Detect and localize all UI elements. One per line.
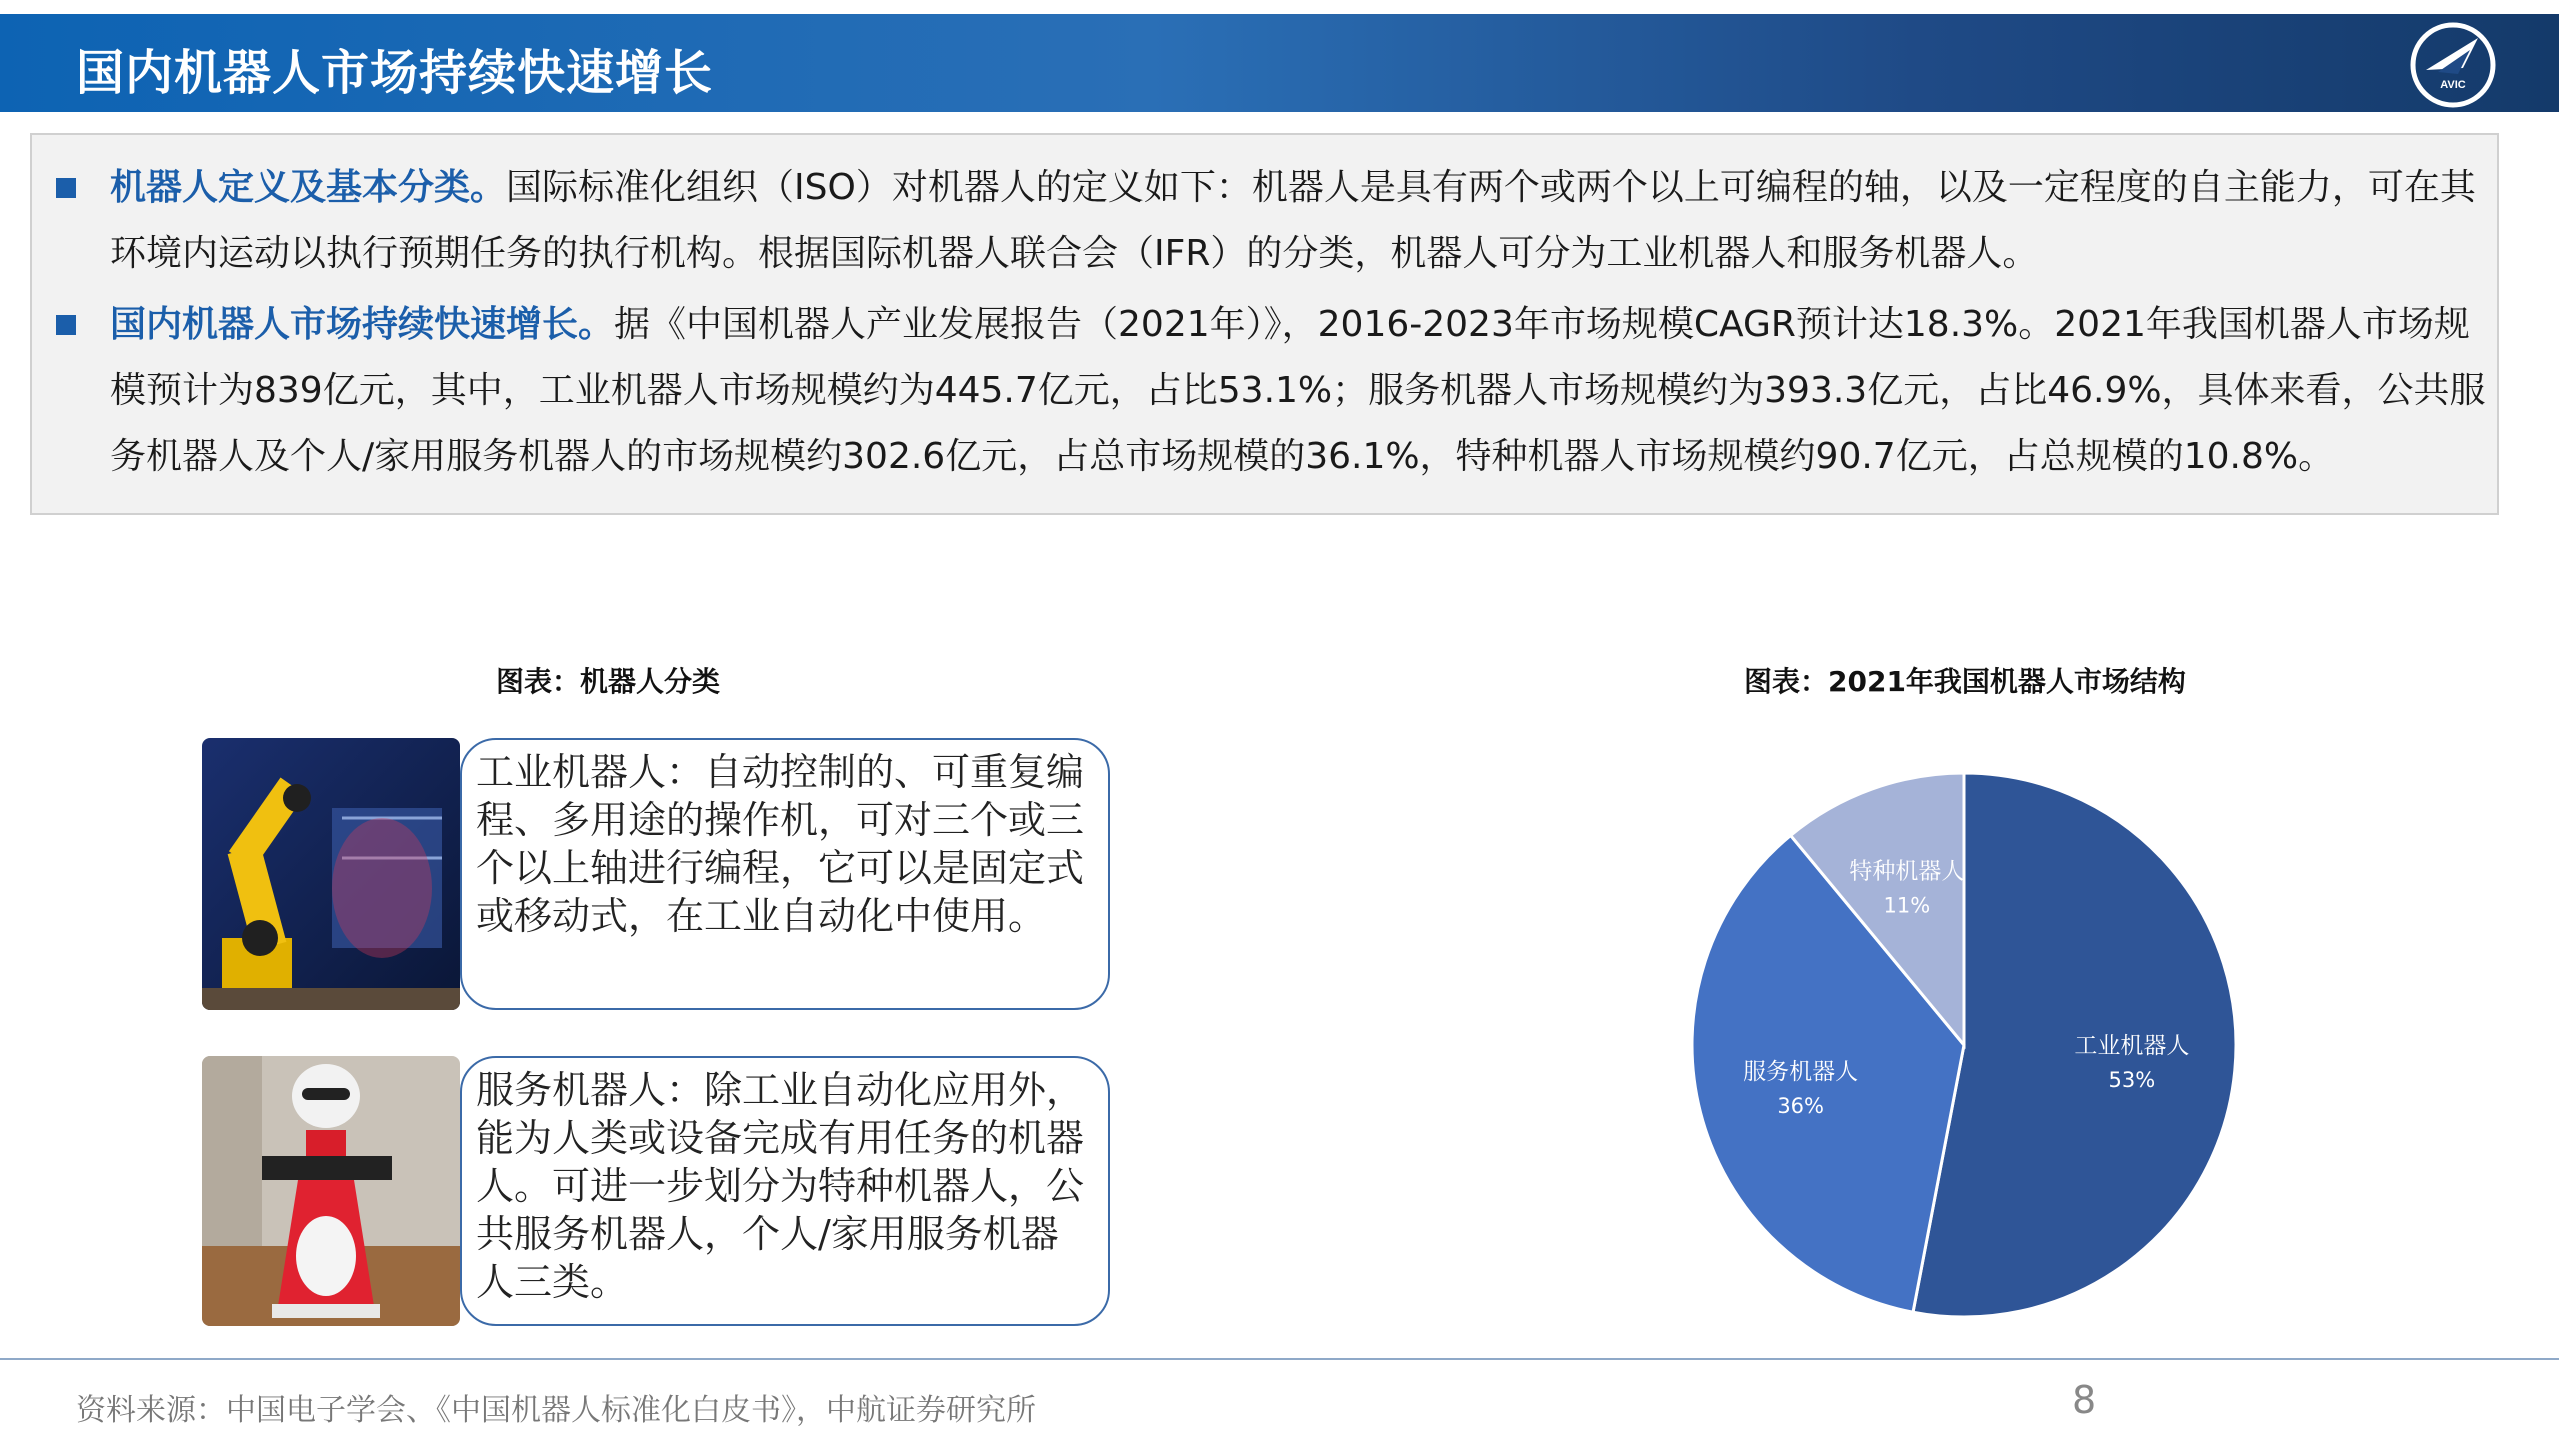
bullet-definition-head: 机器人定义及基本分类。 (110, 167, 507, 208)
summary-box (30, 133, 2499, 515)
bullet-market-head: 国内机器人市场持续快速增长。 (110, 304, 615, 345)
bullet-square-icon (56, 178, 76, 198)
pie-value-label-2: 11% (1883, 893, 1931, 918)
service-robot-callout: 服务机器人：除工业自动化应用外，能为人类或设备完成有用任务的机器人。可进一步划分为特种机器人，公共服务机器人，个人/家用服务机器人三类。 (460, 1056, 1110, 1326)
bullet-market-body: 据《中国机器人产业发展报告（2021年）》，2016-2023年市场规模CAGR预计达18.3%。2021年我国机器人市场规模预计为839亿元，其中，工业机器人市场规模约为445.7亿元，占比53.1%；服务机器人市场规模约为393.3亿元，占比46.9%，具体来看，公共服务机器人及个人/家用服务机器人的市场规模约302.6亿元，占总市场规模的36.1%，特种机器人市场规模约90.7亿元，占总规模的10.8%。 (110, 304, 2486, 477)
pie-label-2: 特种机器人 (1849, 858, 1965, 885)
industrial-robot-photo (202, 738, 460, 1010)
page-title: 国内机器人市场持续快速增长 (76, 45, 714, 101)
avic-logo-icon (2408, 20, 2498, 110)
left-figure-title: 图表：机器人分类 (496, 665, 721, 698)
page-number: 8 (2072, 1378, 2097, 1422)
pie-label-0: 工业机器人 (2074, 1032, 2190, 1059)
pie-label-1: 服务机器人 (1743, 1058, 1859, 1085)
footer-divider (0, 1358, 2559, 1360)
logo-text: AVIC (2440, 79, 2466, 91)
right-figure-title: 图表：2021年我国机器人市场结构 (1744, 665, 2186, 698)
pie-value-label-0: 53% (2108, 1067, 2156, 1092)
industrial-robot-callout: 工业机器人：自动控制的、可重复编程、多用途的操作机，可对三个或三个以上轴进行编程，它可以是固定式或移动式，在工业自动化中使用。 (460, 738, 1110, 1010)
source-note: 资料来源：中国电子学会、《中国机器人标准化白皮书》，中航证券研究所 (76, 1393, 1036, 1428)
bullet-definition (110, 155, 2490, 287)
pie-value-label-1: 36% (1777, 1093, 1825, 1118)
header-bar (0, 14, 2559, 112)
bullet-square-icon (56, 315, 76, 335)
market-structure-pie-chart (1640, 740, 2260, 1340)
service-robot-photo (202, 1056, 460, 1326)
bullet-market (110, 292, 2490, 490)
bullet-definition-body: 国际标准化组织（ISO）对机器人的定义如下：机器人是具有两个或两个以上可编程的轴，以及一定程度的自主能力，可在其环境内运动以执行预期任务的执行机构。根据国际机器人联合会（IFR）的分类，机器人可分为工业机器人和服务机器人。 (110, 167, 2476, 274)
